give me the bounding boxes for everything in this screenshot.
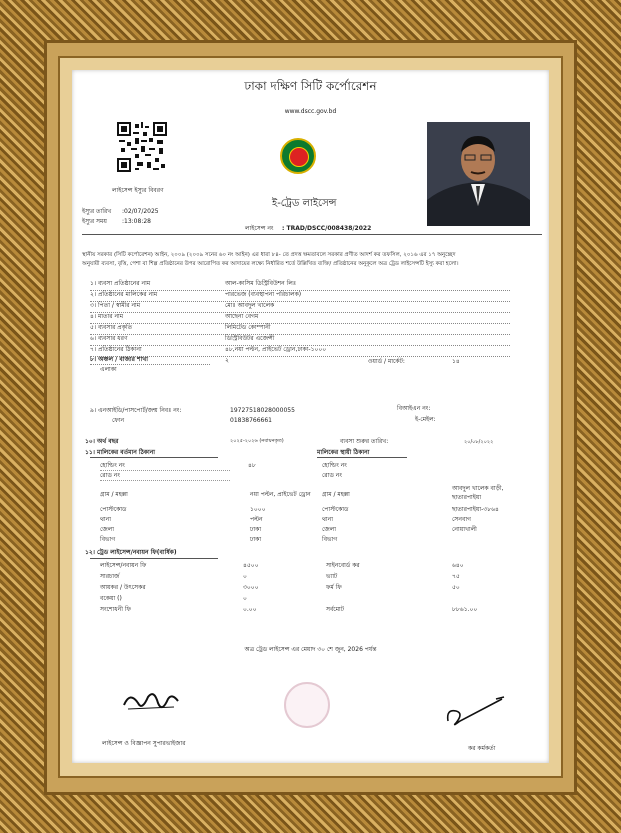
district-present-value: ঢাকা [250,526,262,533]
bin-label: বিআইএন নং: [397,405,431,412]
tax-officer-title: কর কর্মকর্তা [468,745,496,752]
zone-label: ৮। অঞ্চল / বাজার শাখা [90,356,148,363]
fee-value: ৬৪০ [452,562,464,569]
field-row [90,313,510,324]
fee-value: ৩০০০ [243,584,259,591]
postcode-present-value: ১০০০ [250,506,266,513]
field-row [90,291,510,302]
holding-label: হোল্ডিং নং [100,462,125,469]
field-label: ৪। মাতার নাম [90,313,124,320]
phone-value: 01838766661 [230,417,272,424]
field-value: মোঃ আবদুল খালেক [225,302,275,309]
field-value: আছেনা বেগম [225,313,259,320]
owner-photo [427,122,530,226]
license-number-label: লাইসেন্স নং [245,225,274,232]
email-label: ই-মেইল: [415,416,436,423]
issue-date-value: :02/07/2025 [122,208,159,215]
permanent-address-label: মালিকের স্থায়ী ঠিকানা [317,449,370,456]
fee-value: ৪৫০০ [243,562,259,569]
supervisor-signature-icon [120,685,182,719]
field-label: ৬। ব্যবসার ধরণ [90,335,128,342]
official-stamp-icon [284,682,330,728]
fee-row [100,606,500,617]
district-label: জেলা [100,526,115,533]
postcode-label-perm: পোস্টকোড [322,506,349,513]
issue-section-label: লাইসেন্স ইস্যুর বিবরণ [112,187,164,194]
thana-label: থানা [100,516,111,523]
village-perm-line2: ছাতারপাইয়া [452,494,482,501]
license-document [72,70,549,763]
field-label: ৩। পিতা / স্বামীর নাম [90,302,141,309]
ward-value: ১৪ [452,358,460,365]
field-row [90,324,510,335]
district-perm-value: নোয়াখালী [452,526,477,533]
road-label-perm: রোড নং [322,472,342,479]
field-row [90,346,510,357]
village-label: গ্রাম / মহল্লা [100,491,128,498]
thana-label-perm: থানা [322,516,333,523]
fee-value: ৭৫ [452,573,460,580]
field-row [90,280,510,291]
website-link[interactable]: www.dscc.gov.bd [284,108,337,115]
field-row [90,335,510,346]
thana-present-value: পল্টন [250,516,263,523]
division-present-value: ঢাকা [250,536,262,543]
qr-code-icon [117,122,167,172]
postcode-perm-value: ছাতারপাইয়া-৩৮৬৪ [452,506,499,513]
field-value: ডিস্ট্রিবিউটর এজেন্সী [225,335,275,342]
fee-label: লাইসেন্স/নবায়ন ফি [100,562,147,569]
fee-label: বকেয়া () [100,595,122,602]
fiscal-year-value: ২০২৫-২০২৬ (নবায়নকৃত) [230,438,284,444]
fee-value: ৮৮৬১.০০ [452,606,478,613]
village-perm-line1: আবদুল খালেক বাড়ী, [452,485,504,492]
corporation-title: ঢাকা দক্ষিণ সিটি কর্পোরেশন [244,79,377,93]
supervisor-title: লাইসেন্স ও বিজ্ঞাপন সুপারভাইজার [102,740,186,747]
government-seal-icon [280,138,316,174]
start-date-label: ব্যবসা শুরুর তারিখ: [340,438,389,445]
fee-row [100,584,500,595]
postcode-label: পোস্টকোড [100,506,127,513]
nid-value: 19727518028000055 [230,407,295,414]
fee-label: সর্বমোট [326,606,345,613]
zone-value: ২ [225,357,229,364]
validity-statement: অত্র ট্রেড লাইসেন্স এর মেয়াদ ৩০ শে জুন, 2026 পর্যন্ত [244,646,377,653]
fee-label: ফর্ম ফি [326,584,342,591]
fee-row [100,573,500,584]
field-value: ৪৮,নয়া পল্টন, প্রাইভেট ড্রোন,ঢাকা-১০০০ [225,346,327,353]
fee-label: আয়কর / উৎসেকর [100,584,146,591]
field-row [90,302,510,313]
fee-table [100,562,500,617]
thana-perm-value: সেনবাগ [452,516,471,523]
fee-label: সাইনবোর্ড কর [326,562,360,569]
start-date-value: ২০/০৮/২০২২ [464,439,494,445]
field-label: ৭। প্রতিষ্ঠানের ঠিকানা [90,346,142,353]
field-value: আল-কাসিম ডিস্ট্রিবিউশন লিঃ [225,280,297,287]
nid-label: ৯। এনআইডি/পাসপোর্ট/জন্ম নিবঃ নং: [90,407,182,414]
fee-label: সংশোধনী ফি [100,606,131,613]
field-value: পারভেজ (ব্যবস্থাপনা পরিচালক) [225,291,302,298]
issue-time-value: :13:08:28 [122,218,151,225]
district-label-perm: জেলা [322,526,337,533]
field-value: লিমিটেড কোম্পানী [225,324,271,331]
intro-line-2: অনুযায়ী ব্যবসা, বৃত্তি, পেশা বা শিল্প প্রতিষ্ঠানের উপর আরোপিত কর আদায়ের লক্ষ্যে নির্ধারিত শর্তে উল্লিখিত ব্যক্তি/ প্রতিষ্ঠানের অনুকূলে অত্র ট্রেড লাইসেন্সটি ইস্যু করা হলো। [82,261,459,267]
road-label: রোড নং [100,472,120,479]
division-label: বিভাগ [100,536,116,543]
issue-time-label: ইস্যুর সময় [82,218,107,225]
field-label: ৫। ব্যবসার প্রকৃতি [90,324,133,331]
business-fields [90,280,510,357]
fee-row [100,562,500,573]
fee-value: ০ [243,573,247,580]
fee-value: ০.০০ [243,606,257,613]
license-number-value: : TRAD/DSCC/008438/2022 [282,225,372,232]
intro-line-1: স্থানীয় সরকার (সিটি কর্পোরেশন) আইন, ২০০৯ (২০০৯ সনের ৬০ নং আইন) এর ধারা ৮৪- তে প্রদত্ত ক্ষমতাবলে সরকার প্রণীত আদর্শ কর তফসিল, ২০১৬ এর ১৭ অনুচ্ছেদ [82,252,456,258]
fee-value: ০ [243,595,247,602]
holding-label-perm: হোল্ডিং নং [322,462,347,469]
fee-value: ৫০ [452,584,460,591]
ward-label: ওয়ার্ড / মার্কেট: [368,358,405,365]
license-type-heading: ই-ট্রেড লাইসেন্স [272,198,337,209]
portrait-icon [427,122,530,226]
issue-date-label: ইস্যুর তারিখ [82,208,112,215]
fee-label: ভ্যাট [326,573,338,580]
fiscal-year-label: ১০। অর্থ বছর [85,438,119,445]
division-label-perm: বিভাগ [322,536,338,543]
fee-section-label: ১২। ট্রেড লাইসেন্স/নবায়ন ফি(বার্ষিক) [85,549,177,556]
phone-label: ফোন [112,417,125,424]
fee-row [100,595,500,606]
holding-value: ৪৮ [248,462,256,469]
field-label: ১। ব্যবসা প্রতিষ্ঠানের নাম [90,280,151,287]
village-label-perm: গ্রাম / মহল্লা [322,491,350,498]
tax-officer-signature-icon [442,695,512,729]
village-present-value: নয়া পল্টন, প্রাইভেট ড্রোন [250,491,311,498]
fee-label: সারচার্জ [100,573,120,580]
area-label: এলাকা [100,366,117,373]
field-label: ২। প্রতিষ্ঠানের মালিকের নাম [90,291,158,298]
present-address-label: ১১। মালিকের বর্তমান ঠিকানা [85,449,156,456]
